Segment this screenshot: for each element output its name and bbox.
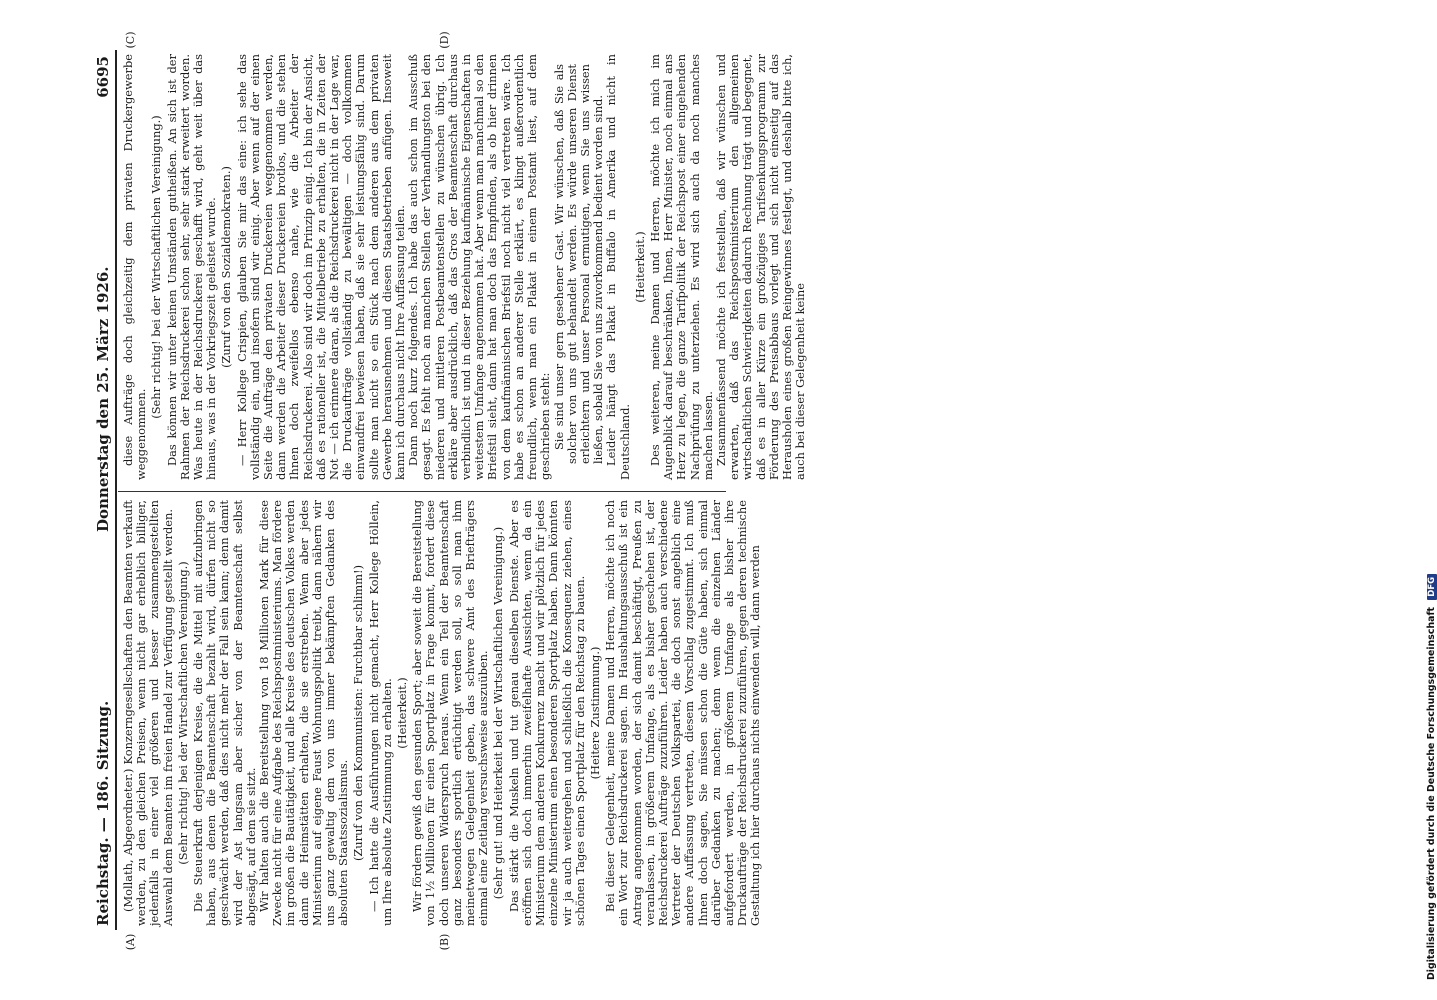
interjection: (Heiterkeit.) — [395, 677, 410, 749]
paragraph: Sie sind unser gern gesehener Gast. Wir wünschen, daß Sie als solcher von uns gut behandelt werden. Es würde unseren Dienst erleichtern und unser Personal ermutigen, wenn Sie uns wissen ließen, sobald Sie von uns zuvorkommend bedient worden sind. — [551, 64, 606, 464]
page-header — [88, 50, 112, 930]
paragraph: Wir fördern gewiß den gesunden Sport; aber soweit die Bereitstellung von 1½ Millionen für einen Sportplatz in Frage kommt, fordert diese doch unseren Widerspruch heraus. Wenn ein Teil der Beamtenschaft ganz besonders sportlich ertüchtigt werden soll, so soll man ihm meinetwegen Gelegenheit geben, das schwere Amt des Briefträgers einmal eine Zeitlang versuchsweise auszuüben. — [410, 500, 491, 926]
interjection: (Heitere Zustimmung.) — [587, 646, 602, 780]
interjection: (Zuruf von den Kommunisten: Furchtbar schlimm!) — [351, 564, 366, 862]
stamp-line — [1426, 574, 1437, 980]
paragraph: — Herr Kollege Crispien, glauben Sie mir das eine: ich sehe das vollständig ein, und insofern sind wir einig. Aber wenn auf der einen Seite die Aufträge den privaten Druckereien weggenommen werden, dann werden die Arbeiter dieser Druckereien brotlos, und die stehen Ihnen doch zweifellos ebenso nahe, wie die Arbeiter der Reichsdruckerei. Also sind wir doch im Prinzip einig. Ich bin der Ansicht, daß es rationeller ist, die Mittelbetriebe zu erhalten, die in Zeiten der Not — ich erinnere daran, als die Reichsdruckerei nicht in der Lage war, die Druckaufträge vollständig zu bewältigen — doch vollkommen einwandfrei bewiesen haben, daß sie sehr leistungsfähig sind. Darum sollte man nicht so ein Stück nach dem anderen aus dem privaten Gewerbe herausnehmen und diesen Staatsbetrieben anfügen. Insoweit kann ich durchaus nicht Ihre Auffassung teilen. — [234, 54, 408, 480]
paragraph: Das können wir unter keinen Umständen gutheißen. An sich ist der Rahmen der Reichsdruckerei schon sehr, sehr stark erweitert worden. Was heute in der Reichsdruckerei geschafft wird, geht weit über das hinaus, was in der Vorkriegszeit geleistet wurde. — [164, 54, 219, 480]
paragraph: Des weiteren, meine Damen und Herren, möchte ich mich im Augenblick darauf beschränken, Ihnen, Herr Minister, noch einmal ans Herz zu legen, die ganze Tarifpolitik der Reichspost einer eingehenden Nachprüfung zu unterziehen. Es wird sich auch da noch manches machen lassen. — [647, 54, 715, 480]
margin-marker-c: (C) — [124, 31, 137, 49]
paragraph: Bei dieser Gelegenheit, meine Damen und Herren, möchte ich noch ein Wort zur Reichsdruckerei sagen. Im Haushaltungsausschuß ist ein Antrag angenommen worden, der sich damit beschäftigt, Preußen zu veranlassen, in größerem Umfange, als es bisher geschehen ist, der Reichsdruckerei Aufträge zuzuführen. Leider haben auch verschiedene Vertreter der Deutschen Volkspartei, die doch sonst angeblich eine andere Auffassung vertreten, diesem Vorschlag zugestimmt. Ich muß Ihnen doch sagen, Sie müssen schon die Güte haben, sich einmal darüber Gedanken zu machen; denn wenn die einzelnen Länder aufgefordert werden, in größerem Umfange als bisher ihre Druckaufträge der Reichsdruckerei zuzuführen, gegen deren technische Gestaltung ich hier durchaus nichts einwenden will, dann werden — [603, 500, 763, 926]
right-column — [121, 54, 808, 480]
paragraph: Dann noch kurz folgendes. Ich habe das auch schon im Ausschuß gesagt. Es fehlt noch an manchen Stellen der Verhandlungston bei den niederen und mittleren Postbeamtenstellen zu wünschen übrig. Ich erkläre aber ausdrücklich, daß das Gros der Beamtenschaft durchaus verbindlich ist und in dieser Beziehung kaufmännische Eigenschaften in weitestem Umfange angenommen hat. Aber wenn man manchmal so den Briefstil sieht, dann hat man doch das Empfinden, als ob hier drinnen von dem kaufmännischen Briefstil noch nicht viel vertreten wäre. Ich habe es schon an anderer Stelle erklärt, es klingt außerordentlich freundlich, wenn man ein Plakat in einem Postamt liest, auf dem geschrieben steht: — [406, 54, 553, 480]
interjection: (Sehr richtig! bei der Wirtschaftlichen Vereinigung.) — [175, 561, 190, 865]
header-left: Reichstag. — 186. Sitzung. — [94, 700, 112, 926]
paragraph: Das stärkt die Muskeln und tut genau dieselben Dienste. Aber es eröffnen sich doch immerhin zweifelhafte Aussichten, wenn da ein Ministerium dem anderen Konkurrenz macht und wir plötzlich für jedes einzelne Ministerium einen besonderen Sportplatz haben. Dann könnten wir ja auch weitergehen und schließlich die Konsequenz ziehen, eines schönen Tages einen Sportplatz für den Reichstag zu bauen. — [506, 500, 587, 926]
digitization-stamp — [1410, 8, 1437, 998]
interjection: (Heiterkeit.) — [632, 231, 647, 303]
margin-marker-a: (A) — [124, 933, 137, 951]
margin-marker-d: (D) — [438, 31, 451, 49]
stamp-text: Digitalisierung gefördert durch die Deutsche Forschungsgemeinschaft — [1426, 606, 1437, 980]
page-number: 6695 — [94, 56, 112, 98]
paragraph: — Ich hatte die Ausführungen nicht gemacht, Herr Kollege Höllein, um Ihre absolute Zustimmung zu erhalten. — [366, 500, 394, 926]
header-rule — [115, 50, 117, 930]
interjection: (Zuruf von den Sozialdemokraten.) — [219, 166, 234, 368]
column-divider — [118, 491, 726, 492]
header-date: Donnerstag den 25. März 1926. — [94, 266, 112, 532]
paragraph: Leider hängt das Plakat in Buffalo in Amerika und nicht in Deutschland. — [604, 54, 632, 480]
paragraph: Die Steuerkraft derjenigen Kreise, die die Mittel mit aufzubringen haben, aus denen die Beamtenschaft bezahlt wird, dürfen nicht so geschwächt werden, daß dies nicht mehr der Fall sein kann; denn damit wird der Ast langsam aber sicher von der Beamtenschaft selbst abgesägt, auf dem sie sitzt. — [191, 500, 258, 926]
interjection: (Sehr richtig! bei der Wirtschaftlichen Vereinigung.) — [149, 115, 164, 419]
paragraph: Zusammenfassend möchte ich feststellen, daß wir wünschen und erwarten, daß das Reichspostministerium den allgemeinen wirtschaftlichen Schwierigkeiten dadurch Rechnung trägt und begegnet, daß es in aller Kürze ein großzügiges Tarifsenkungsprogramm zur Förderung des Preisabbaus vorlegt und sich nicht einseitig auf das Herausholen eines großen Reingewinnes festlegt, und deshalb bitte ich, auch bei dieser Gelegenheit keine — [713, 54, 808, 480]
dfg-logo: DFG — [1427, 574, 1437, 600]
paragraph: Wir halten auch die Bereitstellung von 18 Millionen Mark für diese Zwecke nicht für eine Aufgabe des Reichspostministeriums. Man fördere im großen die Bautätigkeit, und alle Kreise des deutschen Volkes werden dann die Heimstätten erhalten, die sie erstreben. Wenn aber jedes Ministerium auf eigene Faust Wohnungspolitik treibt, dann nähern wir uns ganz gewaltig dem von uns immer bekämpften Gedanken des absoluten Staatssozialismus. — [257, 500, 351, 926]
left-column — [121, 500, 763, 926]
paragraph: (Mollath, Abgeordneter.) Konzerngesellschaften den Beamten verkauft werden, zu den gleichen Preisen, wenn nicht gar erheblich billiger, jedenfalls in einer viel größeren und besser zusammengestellten Auswahl dem Beamten im freien Handel zur Verfügung gestellt werden. — [121, 500, 175, 926]
paragraph: diese Aufträge doch gleichzeitig dem privaten Druckergewerbe weggenommen. — [121, 54, 149, 480]
margin-marker-b: (B) — [438, 933, 451, 951]
interjection: (Sehr gut! und Heiterkeit bei der Wirtschaftlichen Vereinigung.) — [491, 526, 506, 900]
rotated-page — [88, 31, 808, 951]
